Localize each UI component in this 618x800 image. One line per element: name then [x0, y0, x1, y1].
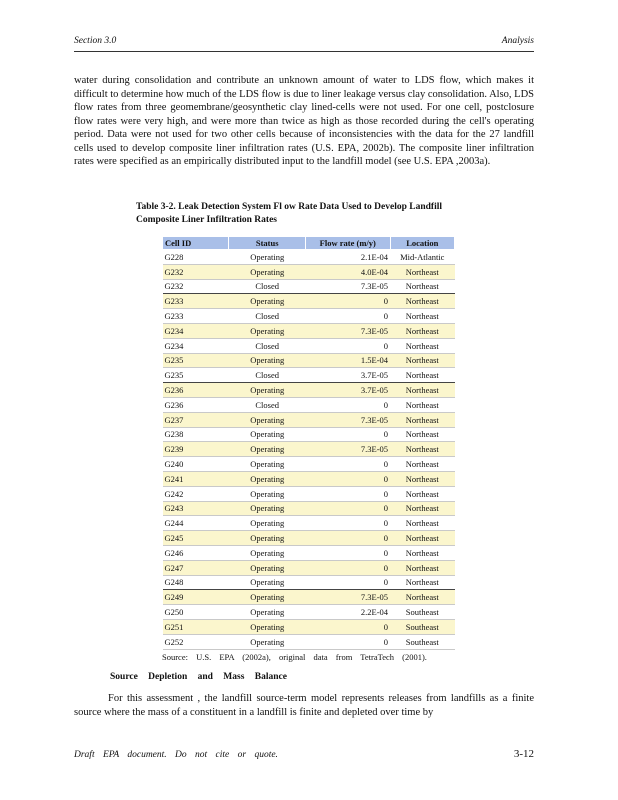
cell-id: G237: [163, 412, 229, 427]
cell-id: G238: [163, 427, 229, 442]
table-row: [163, 471, 455, 486]
cell-id: G233: [163, 309, 229, 324]
cell-status: Operating: [229, 383, 306, 398]
cell-flow-rate: 0: [305, 501, 390, 516]
table-row: [163, 560, 455, 575]
cell-status: Operating: [229, 457, 306, 472]
cell-status: Operating: [229, 501, 306, 516]
cell-id: G240: [163, 457, 229, 472]
cell-id: G245: [163, 531, 229, 546]
cell-location: Northeast: [390, 560, 454, 575]
cell-location: Southeast: [390, 605, 454, 620]
cell-status: Operating: [229, 575, 306, 590]
table-row: [163, 323, 455, 338]
cell-id: G248: [163, 575, 229, 590]
section-subheading: Source Depletion and Mass Balance: [110, 672, 287, 682]
cell-flow-rate: 3.7E-05: [305, 383, 390, 398]
table-row: [163, 575, 455, 590]
cell-status: Operating: [229, 353, 306, 368]
cell-flow-rate: 0: [305, 516, 390, 531]
table-row: [163, 368, 455, 383]
cell-location: Northeast: [390, 383, 454, 398]
cell-id: G232: [163, 264, 229, 279]
cell-flow-rate: 7.3E-05: [305, 590, 390, 605]
cell-flow-rate: 7.3E-05: [305, 323, 390, 338]
cell-id: G232: [163, 279, 229, 294]
cell-location: Northeast: [390, 309, 454, 324]
cell-id: G234: [163, 323, 229, 338]
table-row: [163, 442, 455, 457]
cell-location: Northeast: [390, 501, 454, 516]
table-row: [163, 279, 455, 294]
cell-id: G250: [163, 605, 229, 620]
cell-id: G235: [163, 368, 229, 383]
cell-id: G244: [163, 516, 229, 531]
cell-flow-rate: 7.3E-05: [305, 412, 390, 427]
table-row: [163, 353, 455, 368]
cell-location: Northeast: [390, 427, 454, 442]
cell-flow-rate: 0: [305, 619, 390, 634]
cell-flow-rate: 0: [305, 427, 390, 442]
cell-id: G247: [163, 560, 229, 575]
cell-id: G235: [163, 353, 229, 368]
cell-flow-rate: 0: [305, 397, 390, 412]
table-row: [163, 383, 455, 398]
col-header-status: Status: [229, 237, 306, 250]
table-row: [163, 338, 455, 353]
cell-id: G236: [163, 397, 229, 412]
header-section: Section 3.0: [74, 36, 117, 46]
cell-flow-rate: 0: [305, 338, 390, 353]
cell-id: G239: [163, 442, 229, 457]
cell-id: G233: [163, 294, 229, 309]
cell-status: Operating: [229, 442, 306, 457]
table-body: [163, 250, 455, 650]
table-row: [163, 501, 455, 516]
cell-id: G243: [163, 501, 229, 516]
cell-flow-rate: 1.5E-04: [305, 353, 390, 368]
cell-flow-rate: 3.7E-05: [305, 368, 390, 383]
cell-location: Mid-Atlantic: [390, 250, 454, 265]
cell-location: Northeast: [390, 575, 454, 590]
cell-location: Northeast: [390, 264, 454, 279]
cell-status: Closed: [229, 309, 306, 324]
cell-status: Operating: [229, 427, 306, 442]
table-header-row: [163, 237, 455, 250]
table-source-note: Source: U.S. EPA (2002a), original data from TetraTech (2001).: [162, 652, 427, 662]
table-row: [163, 264, 455, 279]
cell-flow-rate: 0: [305, 545, 390, 560]
cell-location: Northeast: [390, 279, 454, 294]
cell-location: Northeast: [390, 338, 454, 353]
table-row: [163, 634, 455, 649]
cell-status: Operating: [229, 634, 306, 649]
cell-flow-rate: 0: [305, 309, 390, 324]
cell-location: Northeast: [390, 545, 454, 560]
cell-id: G251: [163, 619, 229, 634]
cell-flow-rate: 7.3E-05: [305, 279, 390, 294]
table-caption: Table 3-2. Leak Detection System Fl ow Rate Data Used to Develop Landfill Composite Liner Infiltration Rates: [136, 202, 443, 225]
cell-status: Operating: [229, 590, 306, 605]
cell-id: G236: [163, 383, 229, 398]
table-row: [163, 619, 455, 634]
cell-id: G228: [163, 250, 229, 265]
cell-location: Northeast: [390, 412, 454, 427]
cell-id: G242: [163, 486, 229, 501]
cell-location: Northeast: [390, 471, 454, 486]
cell-location: Northeast: [390, 516, 454, 531]
cell-flow-rate: 0: [305, 457, 390, 472]
cell-location: Northeast: [390, 442, 454, 457]
cell-id: G249: [163, 590, 229, 605]
cell-flow-rate: 0: [305, 531, 390, 546]
body-paragraph-2: For this assessment , the landfill source-term model represents releases from landfills as a finite source where the mass of a constituent in a landfill is finite and depleted over time by: [74, 693, 534, 718]
cell-id: G246: [163, 545, 229, 560]
header-analysis: Analysis: [501, 36, 534, 46]
cell-status: Closed: [229, 397, 306, 412]
cell-status: Operating: [229, 471, 306, 486]
col-header-flow-rate: Flow rate (m/y): [305, 237, 390, 250]
cell-location: Northeast: [390, 486, 454, 501]
table-row: [163, 294, 455, 309]
table-row: [163, 516, 455, 531]
cell-flow-rate: 0: [305, 575, 390, 590]
cell-status: Operating: [229, 294, 306, 309]
cell-location: Northeast: [390, 323, 454, 338]
cell-location: Northeast: [390, 457, 454, 472]
table-row: [163, 309, 455, 324]
cell-flow-rate: 0: [305, 560, 390, 575]
table-row: [163, 457, 455, 472]
cell-status: Operating: [229, 560, 306, 575]
cell-location: Northeast: [390, 531, 454, 546]
table-row: [163, 531, 455, 546]
cell-id: G241: [163, 471, 229, 486]
cell-status: Operating: [229, 412, 306, 427]
cell-status: Operating: [229, 323, 306, 338]
cell-status: Operating: [229, 605, 306, 620]
cell-flow-rate: 0: [305, 294, 390, 309]
table-row: [163, 486, 455, 501]
flow-rate-table: [162, 236, 455, 650]
cell-status: Closed: [229, 279, 306, 294]
cell-flow-rate: 7.3E-05: [305, 442, 390, 457]
cell-flow-rate: 0: [305, 471, 390, 486]
cell-flow-rate: 0: [305, 634, 390, 649]
body-paragraph-1: water during consolidation and contribute an unknown amount of water to LDS flow, which makes it difficult to determine how much of the LDS flow is due to liner leakage versus clay consolidation. Also, LDS flow rates from three geomembrane/geosynthetic clay lined-cells were not used. For one cell, postclosure flow rates were very high, and were more than twice as high as those recorded during the cell's operating period. Data were not used for two other cells because of inconsistencies with the data for the 27 landfill cells used to develop composite liner infiltration rates (U.S. EPA, 2002b). The composite liner infiltration rates were specified as an empirically distributed input to the landfill model (see U.S. EPA ,2003a).: [74, 75, 534, 167]
cell-location: Northeast: [390, 397, 454, 412]
cell-status: Operating: [229, 264, 306, 279]
table-row: [163, 605, 455, 620]
cell-id: G252: [163, 634, 229, 649]
cell-flow-rate: 2.2E-04: [305, 605, 390, 620]
header-rule: [74, 51, 534, 52]
cell-status: Operating: [229, 516, 306, 531]
table-row: [163, 397, 455, 412]
cell-flow-rate: 0: [305, 486, 390, 501]
cell-flow-rate: 2.1E-04: [305, 250, 390, 265]
col-header-location: Location: [390, 237, 454, 250]
cell-location: Southeast: [390, 619, 454, 634]
cell-status: Closed: [229, 338, 306, 353]
cell-status: Operating: [229, 545, 306, 560]
cell-location: Northeast: [390, 294, 454, 309]
cell-status: Operating: [229, 531, 306, 546]
table-row: [163, 427, 455, 442]
table-row: [163, 250, 455, 265]
table-row: [163, 545, 455, 560]
cell-location: Northeast: [390, 590, 454, 605]
cell-status: Closed: [229, 368, 306, 383]
footer-disclaimer: Draft EPA document. Do not cite or quote.: [74, 750, 278, 760]
cell-location: Northeast: [390, 353, 454, 368]
cell-id: G234: [163, 338, 229, 353]
col-header-cell-id: Cell ID: [163, 237, 229, 250]
cell-location: Southeast: [390, 634, 454, 649]
cell-status: Operating: [229, 486, 306, 501]
cell-flow-rate: 4.0E-04: [305, 264, 390, 279]
page-number: 3-12: [513, 748, 534, 760]
cell-status: Operating: [229, 250, 306, 265]
table-row: [163, 590, 455, 605]
cell-status: Operating: [229, 619, 306, 634]
cell-location: Northeast: [390, 368, 454, 383]
table-row: [163, 412, 455, 427]
